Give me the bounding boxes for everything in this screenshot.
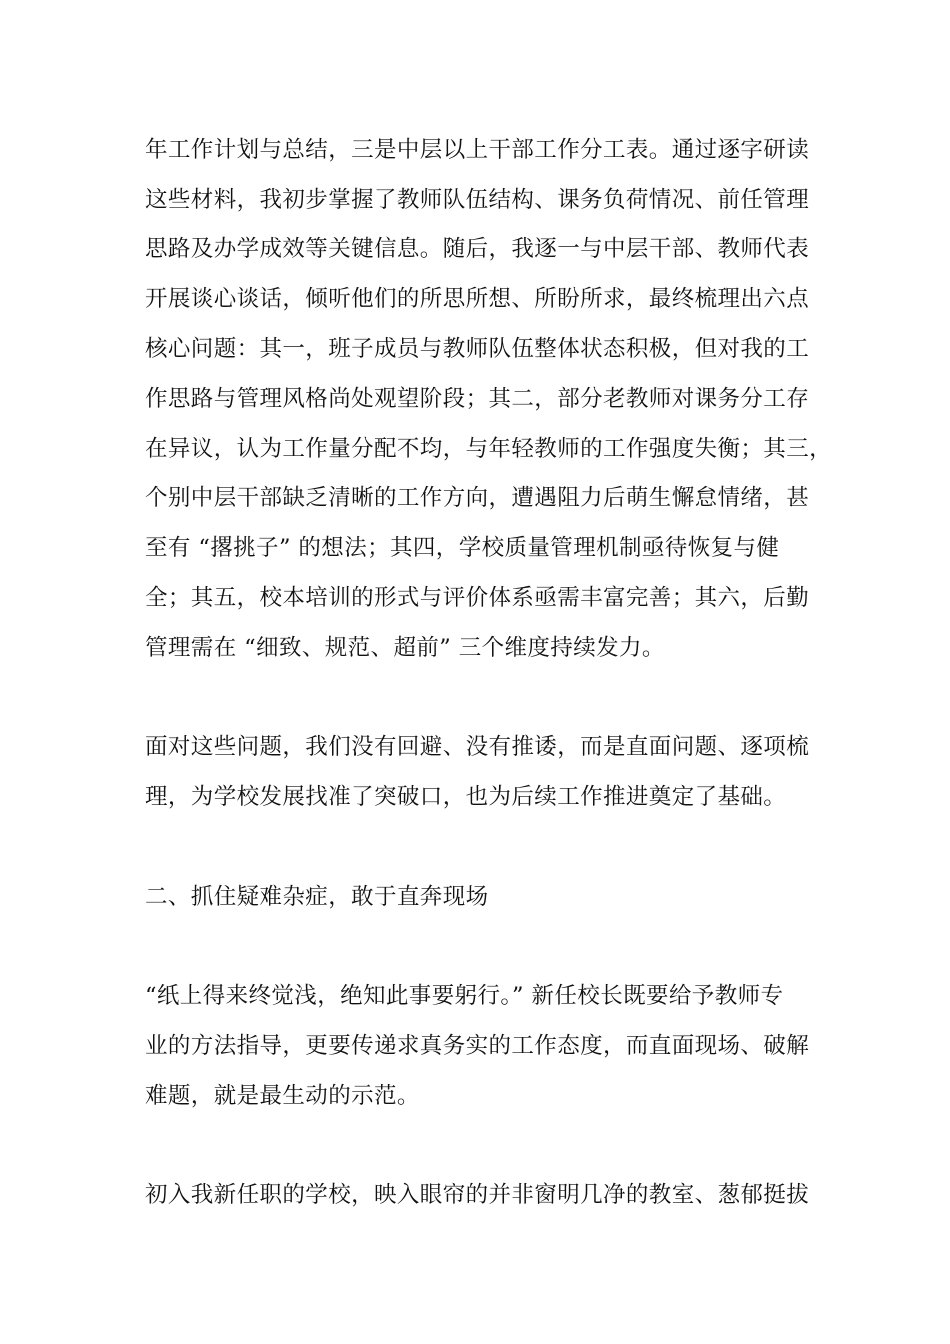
paragraph-1-line-10: 全；其五，校本培训的形式与评价体系亟需丰富完善；其六，后勤 — [145, 585, 810, 611]
paragraph-4-line-1: 初入我新任职的学校，映入眼帘的并非窗明几净的教室、葱郁挺拔 — [145, 1182, 810, 1208]
paragraph-3-line-1: “纸上得来终觉浅，绝知此事要躬行。” 新任校长既要给予教师专 — [145, 983, 784, 1009]
paragraph-1-line-7: 在异议，认为工作量分配不均，与年轻教师的工作强度失衡；其三， — [145, 436, 833, 462]
paragraph-3-line-2: 业的方法指导，更要传递求真务实的工作态度，而直面现场、破解 — [145, 1033, 810, 1059]
paragraph-3-line-3: 难题，就是最生动的示范。 — [145, 1083, 420, 1109]
paragraph-1-line-1: 年工作计划与总结，三是中层以上干部工作分工表。通过逐字研读 — [145, 137, 810, 163]
paragraph-1-line-6: 作思路与管理风格尚处观望阶段；其二，部分老教师对课务分工存 — [145, 386, 810, 412]
paragraph-1-line-8: 个别中层干部缺乏清晰的工作方向，遭遇阻力后萌生懈怠情绪，甚 — [145, 485, 810, 511]
section-heading: 二、抓住疑难杂症，敢于直奔现场 — [145, 884, 489, 910]
paragraph-1-line-3: 思路及办学成效等关键信息。随后，我逐一与中层干部、教师代表 — [145, 236, 810, 262]
paragraph-2-line-2: 理，为学校发展找准了突破口，也为后续工作推进奠定了基础。 — [145, 784, 787, 810]
paragraph-1-line-2: 这些材料，我初步掌握了教师队伍结构、课务负荷情况、前任管理 — [145, 187, 810, 213]
paragraph-2-line-1: 面对这些问题，我们没有回避、没有推诿，而是直面问题、逐项梳 — [145, 734, 810, 760]
paragraph-1-line-4: 开展谈心谈话，倾听他们的所思所想、所盼所求，最终梳理出六点 — [145, 286, 810, 312]
paragraph-1-line-5: 核心问题：其一，班子成员与教师队伍整体状态积极，但对我的工 — [145, 336, 810, 362]
paragraph-1-line-11: 管理需在 “细致、规范、超前” 三个维度持续发力。 — [145, 635, 665, 661]
paragraph-1-line-9: 至有 “撂挑子” 的想法；其四，学校质量管理机制亟待恢复与健 — [145, 535, 780, 561]
